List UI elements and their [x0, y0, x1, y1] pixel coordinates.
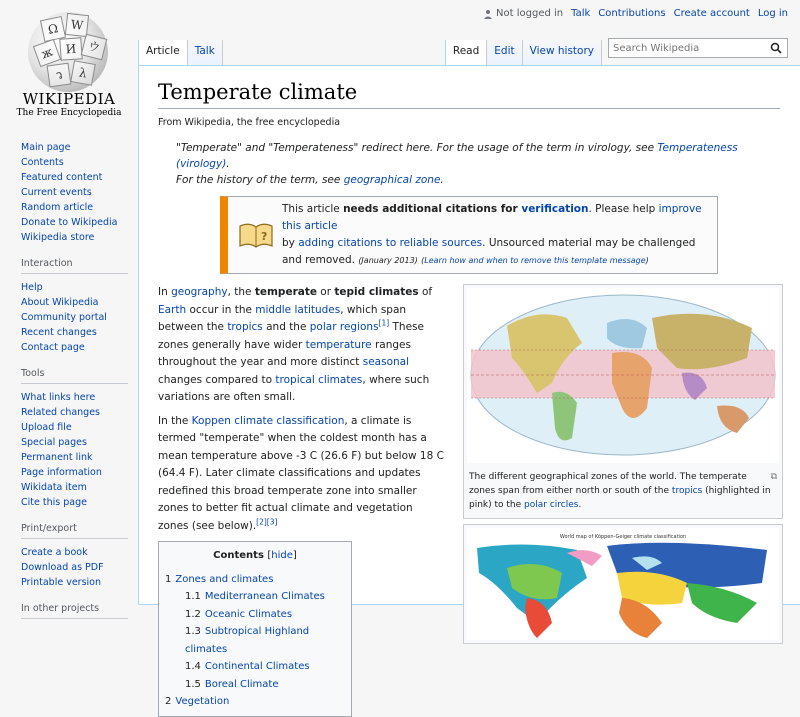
tab-edit[interactable] — [487, 40, 522, 65]
link-geography[interactable]: geography — [171, 286, 228, 298]
toc-item[interactable] — [165, 571, 345, 589]
search-icon[interactable] — [770, 42, 782, 54]
toc-link[interactable]: Boreal Climate — [204, 678, 279, 690]
sidebar-main-item — [21, 230, 138, 245]
notice-bold: needs additional citations for — [343, 203, 522, 215]
hatnote-text: For the history of the term, see — [176, 174, 344, 186]
toc-hide: [hide] — [267, 550, 297, 561]
sidebar-tools-link-related-changes[interactable]: Related changes — [21, 407, 101, 418]
koppen-climate-map[interactable] — [467, 528, 779, 640]
figure-caption: ⧉ The different geographical zones of the world. The temperate zones span from either north or south of the tropics (highlighted in pink) to the polar circles. — [469, 472, 777, 510]
ref-3[interactable]: [3] — [266, 517, 278, 526]
svg-text:?: ? — [261, 230, 268, 243]
article-body — [158, 284, 780, 717]
ref-1[interactable]: [1] — [378, 318, 390, 328]
sidebar-print-item — [21, 560, 138, 575]
sidebar-heading-print: Print/export — [21, 522, 128, 539]
sidebar-tools-item — [21, 450, 138, 465]
notice-text-part: by — [282, 237, 299, 249]
sidebar-tools-link-cite-this-page[interactable]: Cite this page — [21, 497, 87, 508]
improve-link[interactable]: improve this article — [282, 203, 702, 232]
tab-article-label: Article — [146, 45, 180, 57]
sidebar-interaction-link-community-portal[interactable]: Community portal — [21, 312, 107, 323]
not-logged-in — [483, 8, 563, 19]
sidebar-interaction-link-contact-page[interactable]: Contact page — [21, 342, 85, 353]
toc-item[interactable] — [165, 623, 345, 658]
sidebar-tools-item — [21, 420, 138, 435]
sidebar-print-link-printable-version[interactable]: Printable version — [21, 577, 102, 588]
wordmark-text: WIKIPEDIA — [22, 90, 116, 108]
tab-talk-label[interactable]: Talk — [194, 45, 215, 57]
book-question-icon — [234, 201, 278, 269]
sidebar-main-link-main-page[interactable]: Main page — [21, 142, 71, 153]
sidebar-main-link-featured-content[interactable]: Featured content — [21, 172, 103, 183]
toc-list — [165, 571, 345, 711]
sidebar-interaction-link-recent-changes[interactable]: Recent changes — [21, 327, 97, 338]
tab-edit-label[interactable]: Edit — [494, 45, 515, 57]
sidebar-print-item — [21, 545, 138, 560]
sidebar-interaction-item — [21, 280, 138, 295]
sidebar-other — [0, 602, 138, 619]
log-in-link[interactable]: Log in — [757, 8, 788, 19]
sidebar-main-item — [21, 170, 138, 185]
sidebar-tools-link-upload-file[interactable]: Upload file — [21, 422, 72, 433]
ref-2[interactable]: [2] — [256, 517, 267, 526]
enlarge-icon[interactable]: ⧉ — [770, 472, 777, 482]
sidebar-tools-item — [21, 465, 138, 480]
sidebar-main-item — [21, 215, 138, 230]
personal-tools — [483, 8, 788, 19]
tab-read-label: Read — [452, 45, 480, 57]
koppen-map-figure — [463, 524, 783, 644]
sidebar — [0, 140, 138, 631]
sidebar-tools-link-what-links-here[interactable]: What links here — [21, 392, 96, 403]
toc-link[interactable]: Oceanic Climates — [204, 608, 293, 620]
talk-link[interactable]: Talk — [571, 8, 591, 19]
sidebar-main-link-wikipedia-store[interactable]: Wikipedia store — [21, 232, 95, 243]
link-koppen[interactable]: Koppen climate classification — [191, 414, 345, 427]
sidebar-interaction-list — [21, 280, 138, 355]
link-seasonal[interactable]: seasonal — [362, 356, 409, 368]
tab-article[interactable] — [138, 40, 188, 65]
hatnote-text: "Temperate" and "Temperateness" redirect here. For the usage of the term in virology, see — [176, 142, 658, 154]
notice-text-part: . Unsourced material may be challenged and removed. — [282, 237, 696, 266]
sidebar-tools-item — [21, 495, 138, 510]
sidebar-interaction-item — [21, 325, 138, 340]
link-tropical-climates[interactable]: tropical climates — [275, 373, 363, 386]
toc-item[interactable] — [165, 693, 345, 711]
sidebar-tools-item — [21, 390, 138, 405]
citation-needed-notice — [220, 196, 718, 274]
tab-read[interactable] — [445, 40, 487, 65]
sidebar-interaction-link-about-wikipedia[interactable]: About Wikipedia — [21, 297, 99, 308]
notice-text-part: This article — [282, 203, 344, 215]
sidebar-main-link-random-article[interactable]: Random article — [21, 202, 94, 213]
sidebar-interaction-item — [21, 340, 138, 355]
namespace-tabs — [138, 40, 223, 65]
sidebar-tools-link-page-information[interactable]: Page information — [21, 467, 102, 478]
link-polar-regions[interactable]: polar regions — [309, 321, 379, 333]
hatnote-link-geographical-zone[interactable]: geographical zone — [343, 174, 441, 186]
toc-link[interactable]: Vegetation — [175, 696, 230, 707]
toc-hide-link[interactable]: hide — [271, 550, 293, 561]
sidebar-interaction-item — [21, 310, 138, 325]
toc-number: 1 — [165, 573, 172, 585]
notice-date: (January 2013) — [358, 256, 418, 265]
puzzle-globe-icon: Ω W ж И ウ ว λ — [28, 12, 108, 92]
adding-citations-link[interactable]: adding citations to reliable sources — [298, 237, 483, 249]
tab-history[interactable] — [523, 40, 602, 65]
toc-number: 1.2 — [185, 608, 201, 620]
toc-number: 2 — [165, 696, 172, 707]
hatnote-text: . — [226, 158, 230, 170]
not-logged-in-label: Not logged in — [496, 8, 564, 19]
toc-item[interactable] — [165, 588, 345, 606]
map-title: World map of Köppen-Geiger climate classification — [559, 534, 687, 540]
create-account-link[interactable]: Create account — [673, 8, 750, 19]
toc-link[interactable]: Continental Climates — [204, 661, 310, 672]
toc-number: 1.1 — [185, 591, 201, 602]
toc-number: 1.3 — [185, 626, 201, 637]
contributions-link[interactable]: Contributions — [598, 8, 666, 19]
wordmark — [0, 90, 138, 108]
user-icon — [483, 9, 493, 19]
hatnote-link-temperateness[interactable]: Temperateness (virology) — [176, 142, 738, 170]
sidebar-main-item — [21, 140, 138, 155]
world-zones-map[interactable] — [467, 288, 779, 463]
table-of-contents — [158, 541, 352, 717]
sidebar-main-link-donate-to-wikipedia[interactable]: Donate to Wikipedia — [21, 217, 118, 228]
page-title: Temperate climate — [158, 80, 780, 109]
sidebar-print-link-download-as-pdf[interactable]: Download as PDF — [21, 562, 104, 573]
link-middle-latitudes[interactable]: middle latitudes — [255, 303, 341, 316]
toc-item[interactable] — [165, 676, 345, 694]
toc-heading — [165, 547, 345, 565]
sidebar-heading-interaction: Interaction — [21, 257, 128, 274]
main-content — [138, 65, 800, 707]
sidebar-tools-link-permanent-link[interactable]: Permanent link — [21, 452, 93, 463]
sidebar-main-nav — [0, 140, 138, 245]
paragraph-koppen: In the Koppen climate classification, a climate is termed "temperate" when the coldest month has a mean temperature above -3 C (26.6 F) but below 18 C (64.4 F). Later climate classifications and updates redefined this broad temperate zone into smaller zones to better fit actual climate and vegetation zones (see below).[2][3] — [158, 414, 444, 532]
sidebar-tools-link-wikidata-item[interactable]: Wikidata item — [21, 482, 87, 493]
sidebar-print-link-create-a-book[interactable]: Create a book — [21, 547, 88, 558]
sidebar-main-item — [21, 185, 138, 200]
search-input[interactable] — [613, 43, 763, 54]
sidebar-tools-item — [21, 480, 138, 495]
notice-text-part: . Please help — [588, 203, 659, 215]
sidebar-main-link-current-events[interactable]: Current events — [21, 187, 92, 198]
view-tabs — [445, 40, 800, 65]
link-tropics[interactable]: tropics — [227, 321, 263, 333]
search-box[interactable] — [608, 38, 788, 58]
sidebar-print — [0, 522, 138, 590]
sidebar-main-item — [21, 200, 138, 215]
site-sub: From Wikipedia, the free encyclopedia — [158, 117, 341, 128]
link-earth[interactable]: Earth — [158, 303, 187, 316]
sidebar-heading-tools: Tools — [21, 367, 128, 384]
sidebar-tools — [0, 367, 138, 510]
caption-link-polar-circles[interactable]: polar circles — [524, 500, 579, 510]
hatnote-text: . — [440, 174, 444, 186]
toc-link[interactable]: Subtropical Highland climates — [185, 626, 310, 655]
toc-title: Contents — [213, 550, 264, 561]
tab-talk[interactable] — [188, 40, 223, 65]
toc-item[interactable] — [165, 658, 345, 676]
article-text — [158, 284, 446, 717]
sidebar-print-item — [21, 575, 138, 590]
sidebar-main-link-contents[interactable]: Contents — [21, 157, 64, 168]
sidebar-heading-other: In other projects — [21, 602, 128, 619]
sidebar-tools-item — [21, 405, 138, 420]
verification-link[interactable]: verification — [521, 203, 589, 215]
hatnote — [176, 140, 780, 188]
sidebar-tools-list — [21, 390, 138, 510]
sidebar-tools-link-special-pages[interactable]: Special pages — [21, 437, 87, 448]
paragraph-intro: In geography, the temperate or tepid climates of Earth occur in the middle latitudes, which span between the tropics and the polar regions[1] These zones generally have wider temperature ranges throughout the year and more distinct seasonal changes compared to tropical climates, where such variations are often small. — [158, 286, 433, 403]
notice-text: This article needs additional citations for verification. Please help improve this article by adding citations to reliable sources. Unsourced material may be challenged and removed. (January 2013) (Learn how and when to remove this template message) — [282, 203, 702, 266]
tab-history-label[interactable]: View history — [529, 45, 594, 57]
sidebar-main-item — [21, 155, 138, 170]
geographical-zones-figure — [463, 284, 783, 519]
toc-link[interactable]: Mediterranean Climates — [204, 591, 325, 602]
sidebar-interaction — [0, 257, 138, 355]
sidebar-tools-item — [21, 435, 138, 450]
caption-link-tropics[interactable]: tropics — [671, 486, 703, 496]
toc-item[interactable] — [165, 606, 345, 624]
sidebar-print-list — [21, 545, 138, 590]
toc-link[interactable]: Zones and climates — [175, 573, 274, 585]
sidebar-interaction-item — [21, 295, 138, 310]
sidebar-interaction-link-help[interactable]: Help — [21, 282, 43, 293]
toc-number: 1.4 — [185, 661, 201, 672]
tagline: The Free Encyclopedia — [16, 108, 122, 118]
toc-number: 1.5 — [185, 678, 201, 690]
link-temperature[interactable]: temperature — [305, 338, 372, 351]
wikipedia-logo[interactable] — [0, 0, 138, 128]
learn-more-link[interactable]: Learn how and when to remove this template message — [424, 256, 646, 265]
